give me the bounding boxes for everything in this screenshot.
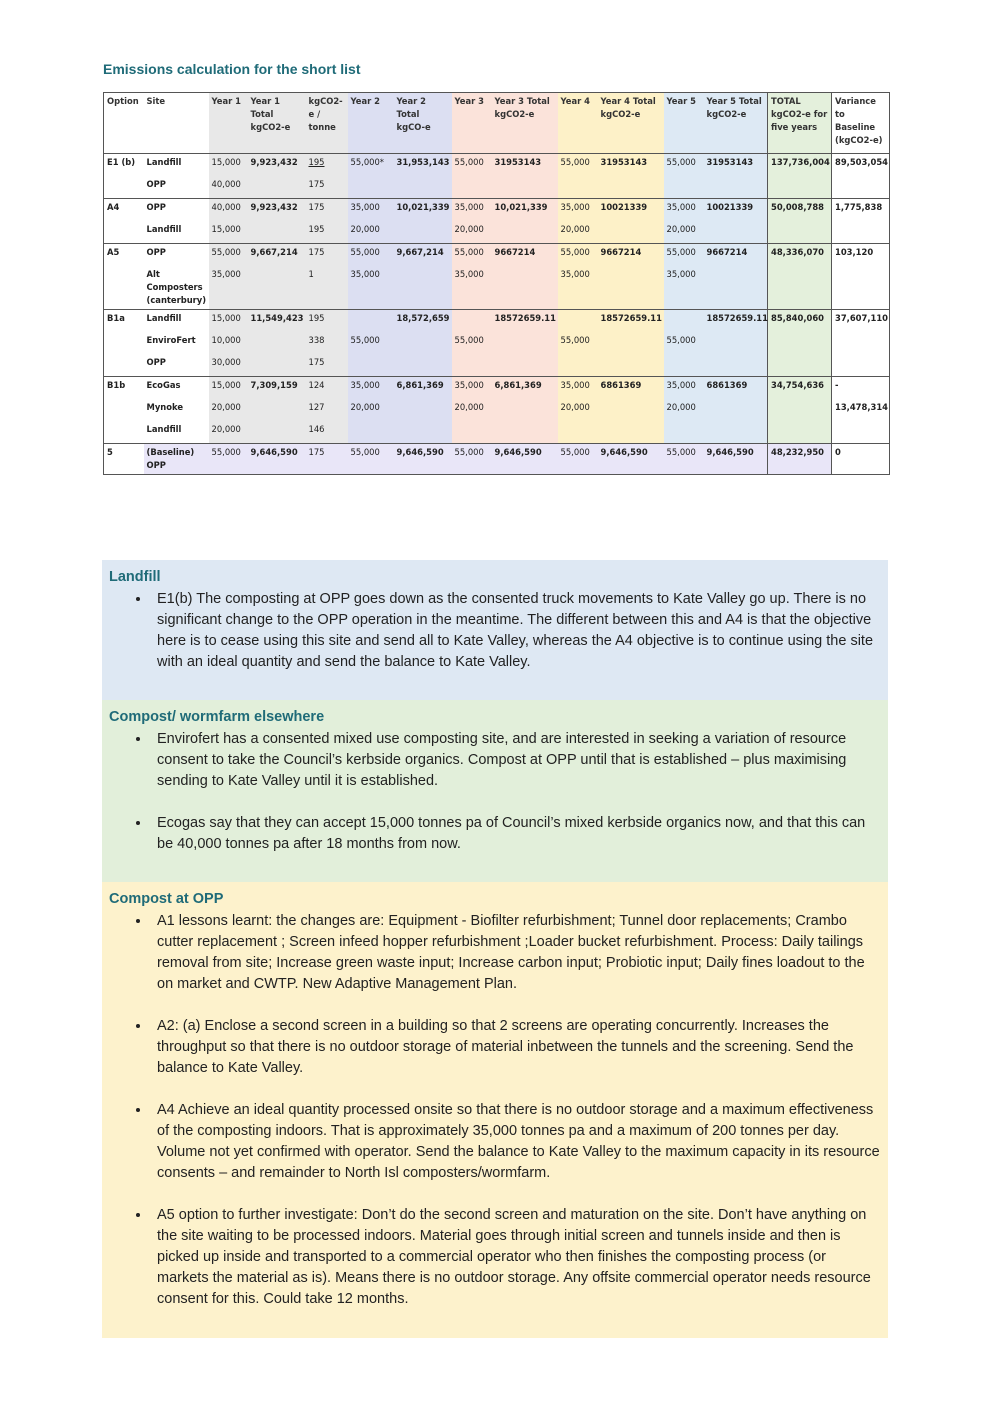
table-cell: 146 [306, 421, 348, 444]
table-cell [492, 399, 558, 421]
table-cell [348, 310, 394, 333]
table-cell: 9,646,590 [598, 444, 664, 475]
table-cell [704, 176, 768, 199]
table-cell: 85,840,060 [768, 310, 832, 333]
bullet-item: • Ecogas say that they can accept 15,000 tonnes pa of Council’s mixed kerbside organics now, and that this can be 40,000 tonnes pa after 18 months from now. [151, 813, 880, 855]
table-cell: 175 [306, 354, 348, 377]
table-cell: A4 [104, 199, 144, 222]
table-cell [104, 266, 144, 310]
table-cell: 175 [306, 244, 348, 267]
table-cell: 175 [306, 444, 348, 475]
table-cell: 9667214 [598, 244, 664, 267]
table-cell: 35,000 [664, 266, 704, 310]
table-cell: 37,607,110 [832, 310, 890, 333]
table-cell: 10,021,339 [394, 199, 452, 222]
bullet-item: • A4 Achieve an ideal quantity processed onsite so that there is no outdoor storage and a maximum effectiveness of the composting indoors. That is approximately 35,000 tonnes pa and a maximum of 200 tonnes per day. Volume not yet confirmed with operator. Send the balance to Kate Valley to the maximum capacity in its resource consents – and remainder to North Isl composters/wormfarm. [151, 1100, 880, 1184]
table-cell: 18572659.11 [598, 310, 664, 333]
table-cell [832, 421, 890, 444]
table-cell [104, 332, 144, 354]
bullet-item: • A5 option to further investigate: Don’t do the second screen and maturation on the site. Don’t have anything on the site waiting to be processed indoors. Material goes through initial screen and tunnels inside and then is picked up inside and transported to a commercial operator who then finishes the composting process (or markets the material as is). Means there is no outdoor storage. Any offsite commercial operator needs resource consent for this. Could take 12 months. [151, 1205, 880, 1310]
table-cell [394, 266, 452, 310]
table-cell: 124 [306, 377, 348, 400]
table-cell: 31953143 [704, 154, 768, 177]
table-cell: 15,000 [209, 310, 248, 333]
table-cell: 35,000 [558, 199, 598, 222]
table-cell [104, 176, 144, 199]
table-cell: 55,000 [452, 444, 492, 475]
table-cell: 35,000 [452, 377, 492, 400]
table-cell: 20,000 [209, 421, 248, 444]
table-cell: 20,000 [558, 399, 598, 421]
table-cell [248, 221, 306, 244]
table-cell: Landfill [144, 310, 209, 333]
table-cell: 35,000 [452, 266, 492, 310]
table-cell [492, 221, 558, 244]
table-cell: 35,000 [348, 199, 394, 222]
table-cell: 195 [306, 154, 348, 177]
table-cell: 10021339 [598, 199, 664, 222]
table-cell: 20,000 [348, 221, 394, 244]
table-cell [394, 399, 452, 421]
table-cell: (Baseline) OPP [144, 444, 209, 475]
column-header: TOTAL kgCO2-e for five years [768, 93, 832, 154]
column-header: Year 4 Total kgCO2-e [598, 93, 664, 154]
table-cell [704, 332, 768, 354]
table-cell [248, 399, 306, 421]
table-cell: 15,000 [209, 377, 248, 400]
table-cell: 175 [306, 176, 348, 199]
table-cell [558, 354, 598, 377]
table-cell [598, 266, 664, 310]
table-cell [558, 176, 598, 199]
table-cell [452, 176, 492, 199]
table-cell: 6,861,369 [492, 377, 558, 400]
table-cell: 55,000 [558, 444, 598, 475]
emissions-table [103, 92, 890, 475]
table-cell: 55,000 [664, 244, 704, 267]
table-cell [394, 421, 452, 444]
table-cell [452, 310, 492, 333]
table-cell: 48,232,950 [768, 444, 832, 475]
table-cell: 15,000 [209, 221, 248, 244]
table-cell: OPP [144, 199, 209, 222]
table-cell: OPP [144, 244, 209, 267]
table-cell: 7,309,159 [248, 377, 306, 400]
compost-elsewhere-title: Compost/ wormfarm elsewhere [109, 709, 325, 725]
table-cell: 35,000 [348, 266, 394, 310]
table-row [104, 199, 890, 222]
table-cell: B1b [104, 377, 144, 400]
column-header: Option [104, 93, 144, 154]
table-cell: 55,000 [452, 154, 492, 177]
table-cell [768, 354, 832, 377]
landfill-title: Landfill [109, 569, 161, 585]
table-cell: Mynoke [144, 399, 209, 421]
table-cell: 11,549,423 [248, 310, 306, 333]
table-cell: 127 [306, 399, 348, 421]
table-cell: 6,861,369 [394, 377, 452, 400]
table-cell: Alt Composters (canterbury) [144, 266, 209, 310]
table-cell: 55,000 [209, 444, 248, 475]
table-cell: 9,646,590 [492, 444, 558, 475]
table-cell: 195 [306, 310, 348, 333]
table-cell: OPP [144, 176, 209, 199]
table-row [104, 377, 890, 400]
table-cell: 35,000 [558, 377, 598, 400]
table-cell: 35,000 [452, 199, 492, 222]
table-cell: 137,736,004 [768, 154, 832, 177]
table-cell: 55,000 [209, 244, 248, 267]
table-cell: 9,646,590 [248, 444, 306, 475]
table-cell: 55,000 [664, 332, 704, 354]
table-cell [704, 354, 768, 377]
table-cell [492, 176, 558, 199]
table-row [104, 354, 890, 377]
table-cell: 20,000 [664, 221, 704, 244]
column-header: Year 3 Total kgCO2-e [492, 93, 558, 154]
table-cell [248, 176, 306, 199]
table-cell [768, 266, 832, 310]
compost-opp-section [102, 882, 888, 1338]
table-cell [558, 421, 598, 444]
table-cell: 48,336,070 [768, 244, 832, 267]
table-cell: 13,478,314 [832, 399, 890, 421]
table-cell: 89,503,054 [832, 154, 890, 177]
table-row [104, 332, 890, 354]
table-row [104, 421, 890, 444]
compost-opp-title: Compost at OPP [109, 891, 224, 907]
table-cell: 31953143 [598, 154, 664, 177]
column-header: Variance to Baseline (kgCO2-e) [832, 93, 890, 154]
table-cell [492, 421, 558, 444]
table-cell [768, 221, 832, 244]
table-cell: 20,000 [209, 399, 248, 421]
table-cell [348, 176, 394, 199]
table-row [104, 266, 890, 310]
landfill-section [102, 560, 888, 700]
table-cell: Landfill [144, 154, 209, 177]
table-cell: 9,923,432 [248, 154, 306, 177]
column-header: Site [144, 93, 209, 154]
table-cell [598, 354, 664, 377]
table-cell: 195 [306, 221, 348, 244]
table-cell: 30,000 [209, 354, 248, 377]
table-cell: 35,000 [664, 199, 704, 222]
table-cell: 40,000 [209, 199, 248, 222]
table-cell: OPP [144, 354, 209, 377]
table-cell [664, 310, 704, 333]
table-row [104, 244, 890, 267]
table-cell: 10,021,339 [492, 199, 558, 222]
table-cell [248, 332, 306, 354]
column-header: kgCO2-e / tonne [306, 93, 348, 154]
table-row [104, 154, 890, 177]
table-cell: E1 (b) [104, 154, 144, 177]
table-cell: Landfill [144, 421, 209, 444]
table-cell [248, 421, 306, 444]
table-cell: 55,000 [664, 444, 704, 475]
table-cell: 35,000 [558, 266, 598, 310]
table-cell: 50,008,788 [768, 199, 832, 222]
compost-elsewhere-section [102, 700, 888, 882]
table-cell: 9,923,432 [248, 199, 306, 222]
column-header: Year 4 [558, 93, 598, 154]
bullet-item: • Envirofert has a consented mixed use composting site, and are interested in seeking a variation of resource consent to take the Council’s kerbside organics. Compost at OPP until that is established – plus maximising sending to Kate Valley until it is established. [151, 729, 880, 792]
table-cell [452, 421, 492, 444]
table-cell: 1 [306, 266, 348, 310]
table-cell [598, 221, 664, 244]
table-cell: 9,667,214 [394, 244, 452, 267]
table-cell: 55,000 [348, 332, 394, 354]
table-cell: - [832, 377, 890, 400]
table-title: Emissions calculation for the short list [103, 61, 361, 77]
table-cell: 55,000 [348, 244, 394, 267]
table-cell: 20,000 [452, 399, 492, 421]
table-cell: 1,775,838 [832, 199, 890, 222]
table-cell: 103,120 [832, 244, 890, 267]
table-cell [832, 332, 890, 354]
column-header: Year 1 [209, 93, 248, 154]
column-header: Year 5 Total kgCO2-e [704, 93, 768, 154]
table-cell [452, 354, 492, 377]
table-cell: 35,000 [209, 266, 248, 310]
table-cell: 6861369 [704, 377, 768, 400]
table-cell: 55,000 [558, 244, 598, 267]
table-cell [104, 399, 144, 421]
table-cell: EnviroFert [144, 332, 209, 354]
column-header: Year 2 [348, 93, 394, 154]
table-cell: Landfill [144, 221, 209, 244]
table-cell [664, 421, 704, 444]
table-cell: 20,000 [558, 221, 598, 244]
table-cell: 0 [832, 444, 890, 475]
table-cell: 18,572,659 [394, 310, 452, 333]
table-cell [598, 399, 664, 421]
table-cell: 20,000 [348, 399, 394, 421]
table-cell [768, 176, 832, 199]
table-cell: A5 [104, 244, 144, 267]
table-cell: 35,000 [664, 377, 704, 400]
table-cell [492, 354, 558, 377]
bullet-item: • A1 lessons learnt: the changes are: Equipment - Biofilter refurbishment; Tunnel door replacements; Crambo cutter replacement ; Screen infeed hopper refurbishment ;Loader bucket refurbishment. Process: Daily tailings removal from site; Increase green waste input; Increase carbon input; Probiotic input; Daily fines loadout to the on market and CWTP. New Adaptive Management Plan. [151, 911, 880, 995]
table-cell: 6861369 [598, 377, 664, 400]
table-cell [492, 266, 558, 310]
table-cell [104, 421, 144, 444]
table-row [104, 310, 890, 333]
table-cell [598, 176, 664, 199]
table-cell: 20,000 [452, 221, 492, 244]
table-cell: 10,000 [209, 332, 248, 354]
column-header: Year 3 [452, 93, 492, 154]
table-cell [832, 221, 890, 244]
table-cell [768, 332, 832, 354]
table-cell: 9,667,214 [248, 244, 306, 267]
table-cell: 20,000 [664, 399, 704, 421]
table-cell [248, 266, 306, 310]
column-header: Year 2 Total kgCO-e [394, 93, 452, 154]
bullet-item: • E1(b) The composting at OPP goes down as the consented truck movements to Kate Valley go up. There is no significant change to the OPP operation in the meantime. The different between this and A4 is that the objective here is to cease using this site and send all to Kate Valley, whereas the A4 objective is to continue using the site with an ideal quantity and send the balance to Kate Valley. [151, 589, 880, 673]
table-cell [104, 354, 144, 377]
table-cell [832, 354, 890, 377]
table-cell [768, 399, 832, 421]
table-cell: 55,000 [558, 154, 598, 177]
table-cell: 9,646,590 [704, 444, 768, 475]
column-header: Year 1 Total kgCO2-e [248, 93, 306, 154]
table-cell: 55,000 [348, 444, 394, 475]
table-cell: 31,953,143 [394, 154, 452, 177]
table-cell [394, 332, 452, 354]
table-cell [664, 176, 704, 199]
table-cell: 55,000 [558, 332, 598, 354]
table-row [104, 399, 890, 421]
bullet-item: • A2: (a) Enclose a second screen in a building so that 2 screens are operating concurrently. Increases the throughput so that there is no outdoor storage of material inbetween the tunnels and the screening. Send the balance to Kate Valley. [151, 1016, 880, 1079]
table-cell: 18572659.11 [704, 310, 768, 333]
table-row [104, 221, 890, 244]
table-cell: 5 [104, 444, 144, 475]
table-cell [832, 176, 890, 199]
table-cell [704, 421, 768, 444]
table-cell: EcoGas [144, 377, 209, 400]
table-cell [768, 421, 832, 444]
table-cell [394, 176, 452, 199]
table-cell: 338 [306, 332, 348, 354]
table-cell: 35,000 [348, 377, 394, 400]
table-cell: 9667214 [492, 244, 558, 267]
table-cell [104, 221, 144, 244]
table-cell: 31953143 [492, 154, 558, 177]
table-cell [394, 354, 452, 377]
table-cell [598, 332, 664, 354]
table-row [104, 444, 890, 475]
table-cell [248, 354, 306, 377]
table-cell: 10021339 [704, 199, 768, 222]
table-cell: 18572659.11 [492, 310, 558, 333]
table-cell: 9667214 [704, 244, 768, 267]
table-cell: B1a [104, 310, 144, 333]
table-cell [664, 354, 704, 377]
column-header: Year 5 [664, 93, 704, 154]
table-cell [348, 421, 394, 444]
table-cell [558, 310, 598, 333]
table-cell: 55,000* [348, 154, 394, 177]
table-cell: 55,000 [452, 332, 492, 354]
table-cell [598, 421, 664, 444]
table-cell [394, 221, 452, 244]
table-cell: 55,000 [452, 244, 492, 267]
table-cell [704, 266, 768, 310]
table-cell: 55,000 [664, 154, 704, 177]
table-cell: 34,754,636 [768, 377, 832, 400]
table-cell [704, 221, 768, 244]
table-cell: 175 [306, 199, 348, 222]
table-header-row [104, 93, 890, 154]
table-cell [704, 399, 768, 421]
table-cell: 15,000 [209, 154, 248, 177]
table-cell [832, 266, 890, 310]
table-cell [492, 332, 558, 354]
table-row [104, 176, 890, 199]
table-cell: 40,000 [209, 176, 248, 199]
table-cell [348, 354, 394, 377]
table-cell: 9,646,590 [394, 444, 452, 475]
